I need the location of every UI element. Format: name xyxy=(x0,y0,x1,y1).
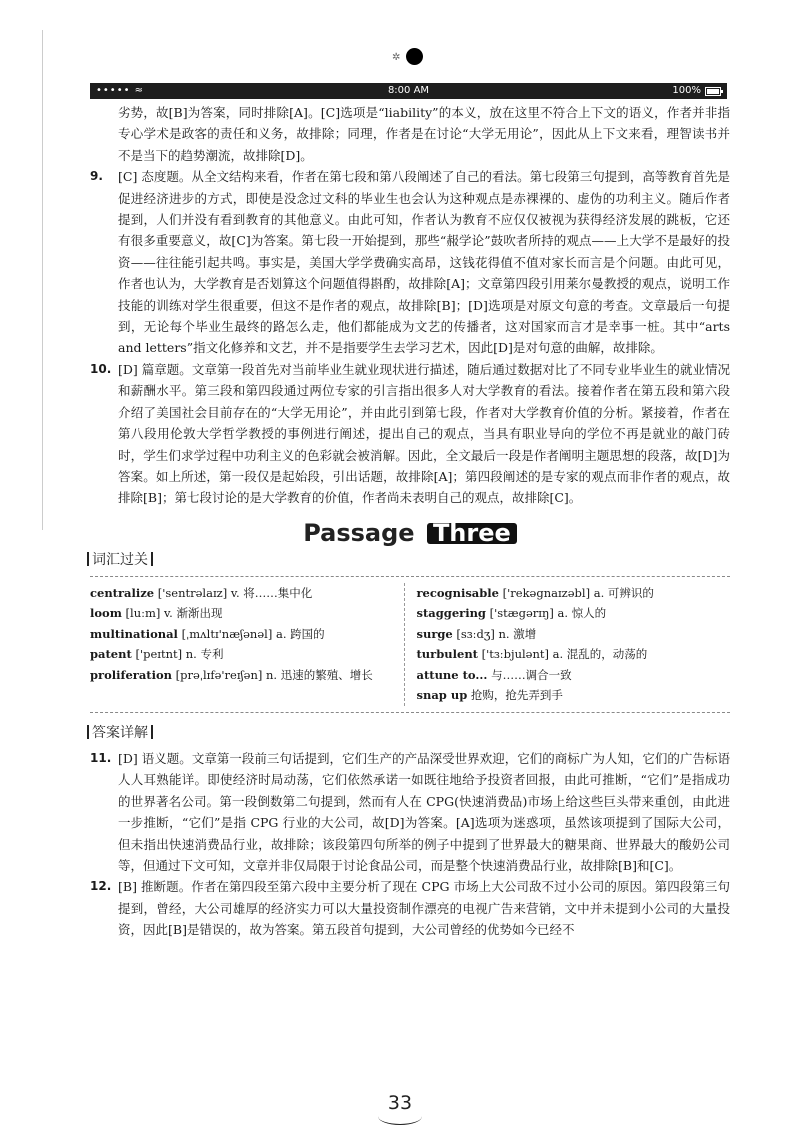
vocab-entry xyxy=(417,603,731,624)
bracket-left-icon xyxy=(87,552,89,566)
answer-section-header xyxy=(84,723,730,744)
vocab-definition: [sɜːdʒ] n. 激增 xyxy=(452,626,537,641)
vocab-section-header xyxy=(84,550,730,571)
item-text: [B] 推断题。作者在第四段至第六段中主要分析了现在 CPG 市场上大公司敌不过小公司的原因。第四段第三句提到，曾经，大公司雄厚的经济实力可以大量投资制作漂亮的电视广告来营销，文中并未提到小公司的大量投资，因此[B]是错误的，故为答案。第五段首句提到，大公司曾经的优势如今已经不 xyxy=(118,879,730,938)
vocab-header-label: 词汇过关 xyxy=(92,552,148,569)
continued-paragraph: 劣势，故[B]为答案，同时排除[A]。[C]选项是“liability”的本义，放在这里不符合上下文的语义，作者并非指专心学术是政客的责任和义务，故排除；同理，作者是在讨论“大学无用论”，因此从上下文来看，理智读书并不是当下的趋势潮流，故排除[D]。 xyxy=(118,105,730,163)
page-content xyxy=(90,102,730,941)
vocab-word: snap up xyxy=(416,688,468,703)
page-margin-line xyxy=(42,30,43,530)
vocab-definition: 抢购，抢先弄到手 xyxy=(467,688,563,703)
vocab-word: multinational xyxy=(90,626,178,641)
status-time: 8:00 AM xyxy=(387,85,430,96)
item-text: [D] 语义题。文章第一段前三句话提到，它们生产的产品深受世界欢迎，它们的商标广为人知，它们的广告标语人人耳熟能详。即使经济时局动荡，它们依然承诺一如既往地给予投资者回报，由此可推断，“它们”是指成功的世界著名公司。第一段倒数第二句提到，然而有人在 CPG(快速消费品)市场上给这些巨头带来重创，由此进一步推断，“它们”是指 CPG 行业的大公司，故[D]为答案。[A]选项为迷惑项，虽然该项提到了国际大公司，但未指出快速消费品行业，故排除；该段第四句所举的例子中提到了世界最大的糖果商、世界最大的酸奶公司等，但通过下文可知，文章并非仅局限于讨论食品公司，而是整个快速消费品行业，故排除[B]和[C]。 xyxy=(118,750,730,873)
top-mark xyxy=(392,42,432,82)
vocab-definition: ['rekəgnaɪzəbl] a. 可辨识的 xyxy=(498,585,654,600)
vocab-box xyxy=(90,576,730,713)
vocab-definition: 与……调合一致 xyxy=(487,667,572,682)
vocab-column-left xyxy=(90,583,404,706)
answer-item-11 xyxy=(90,748,730,876)
vocab-definition: ['peɪtnt] n. 专利 xyxy=(131,647,224,662)
vocab-entry xyxy=(417,583,731,604)
signal-wifi-indicator: ••••• ≈ xyxy=(96,85,145,96)
vocab-entry xyxy=(90,665,404,686)
bracket-right-icon xyxy=(151,552,153,566)
vocab-entry xyxy=(417,685,731,706)
battery-percent: 100% xyxy=(672,85,701,96)
answer-item-9 xyxy=(90,166,730,359)
item-number: 10. xyxy=(90,361,112,376)
vocab-definition: ['sentrəlaɪz] v. 将……集中化 xyxy=(154,585,313,600)
vocab-definition: [ˌmʌltɪ'næʃənəl] a. 跨国的 xyxy=(177,626,325,641)
status-bar xyxy=(90,83,727,99)
vocab-word: attune to... xyxy=(416,667,488,682)
vocab-entry xyxy=(90,583,404,604)
vocab-word: centralize xyxy=(90,585,155,600)
vocab-word: loom xyxy=(90,606,122,621)
vocab-word: proliferation xyxy=(90,667,172,682)
answer-item-10 xyxy=(90,359,730,509)
vocab-word: recognisable xyxy=(416,585,499,600)
vocab-word: surge xyxy=(416,626,453,641)
item-text: [C] 态度题。从全文结构来看，作者在第七段和第八段阐述了自己的看法。第七段第三句提到，高等教育首先是促进经济进步的方式，即使是没念过文科的毕业生也会认为这种观点是赤裸裸的、虚伪的功利主义。随后作者提到，人们并没有看到教育的其他意义。由此可知，作者认为教育不应仅仅被视为获得经济发展的跳板，它还有很多重要意义，故[C]为答案。第七段一开始提到，那些“赧学论”鼓吹者所持的观点——上大学不是最好的投资——往往能引起共鸣。事实是，美国大学学费确实高昂，这钱花得值不值对家长而言是个问题。由此可见，作者也认为，大学教育是否划算这个问题值得斟酌，故排除[A]；文章第四段引用莱尔曼教授的观点，说明工作技能的训练对学生很重要，但这不是作者的观点，故排除[B]；[D]选项是对原文句意的考查。文章最后一句提到，无论每个毕业生最终的路怎么走，他们都能成为文艺的传播者，这对国家而言才是幸事一桩。其中“arts and letters”指文化修养和文艺，并不是指要学生去学习艺术，因此[D]是对句意的曲解，故排除。 xyxy=(118,169,730,356)
passage-title xyxy=(90,518,730,547)
vocab-entry xyxy=(417,665,731,686)
sparkle-icon: ✲ xyxy=(392,52,401,63)
bracket-right-icon xyxy=(151,725,153,739)
camera-dot-icon xyxy=(406,48,423,65)
passage-number: Three xyxy=(427,523,517,544)
answer-item-12 xyxy=(90,876,730,940)
bracket-left-icon xyxy=(87,725,89,739)
vocab-definition: ['stægərɪŋ] a. 惊人的 xyxy=(485,606,607,621)
vocab-word: patent xyxy=(90,647,132,662)
vocab-word: turbulent xyxy=(416,647,478,662)
vocab-entry xyxy=(90,603,404,624)
vocab-definition: [prəˌlɪfə'reɪʃən] n. 迅速的繁殖、增长 xyxy=(172,667,373,682)
item-number: 12. xyxy=(90,879,112,894)
answer-header-label: 答案详解 xyxy=(92,724,148,741)
vocab-entry xyxy=(90,644,404,665)
vocab-definition: [luːm] v. 渐渐出现 xyxy=(121,606,223,621)
item-text: [D] 篇章题。文章第一段首先对当前毕业生就业现状进行描述，随后通过数据对比了不同专业毕业生的就业情况和薪酬水平。第三段和第四段通过两位专家的引言指出很多人对大学教育的看法。接着作者在第五段和第六段介绍了美国社会目前存在的“大学无用论”，并由此引到第七段，作者对大学教育价值的分析。紧接着，作者在第八段用伦敦大学哲学教授的事例进行阐述，提出自己的观点，当具有职业导向的学位不再是就业的敲门砖时，学生们求学过程中功利主义的色彩就会被消解。因此，全文最后一段是作者阐明主题思想的段落，故[D]为答案。如上所述，第一段仅是起始段，引出话题，故排除[A]；第四段阐述的是专家的观点而非作者的观点，故排除[B]；第七段讨论的是大学教育的价值，作者尚未表明自己的观点，故排除[C]。 xyxy=(118,361,730,506)
battery-icon xyxy=(705,87,721,96)
vocab-entry xyxy=(417,644,731,665)
item-number: 11. xyxy=(90,750,112,765)
vocab-entry xyxy=(417,624,731,645)
page-number: 33 xyxy=(0,1092,800,1114)
vocab-definition: ['tɜːbjulənt] a. 混乱的，动荡的 xyxy=(478,647,648,662)
vocab-column-right xyxy=(404,583,731,706)
item-number: 9. xyxy=(90,169,103,184)
passage-word: Passage xyxy=(303,518,415,547)
vocab-word: staggering xyxy=(416,606,486,621)
vocab-entry xyxy=(90,624,404,645)
